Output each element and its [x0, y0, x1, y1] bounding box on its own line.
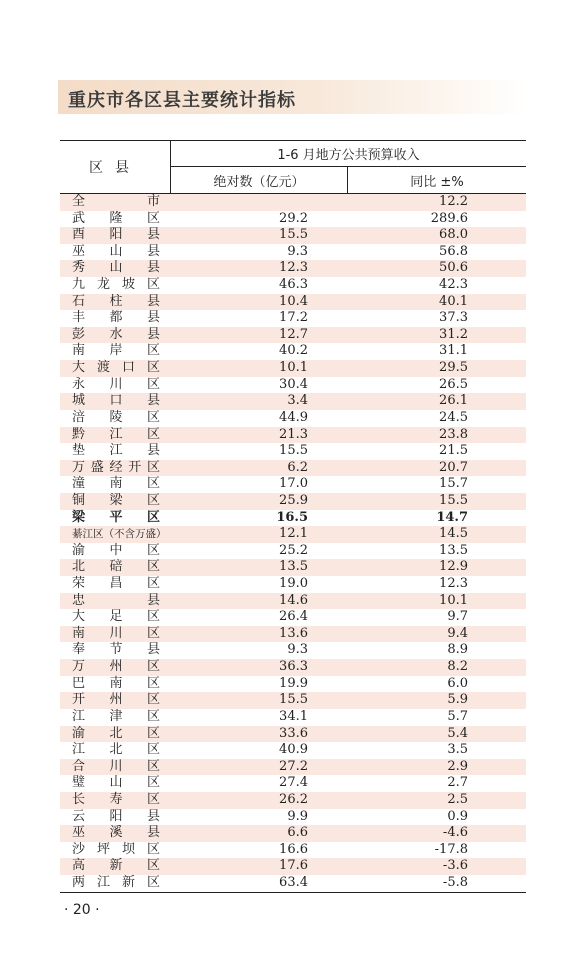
absolute-value: 27.2 — [279, 758, 308, 774]
absolute-value: 12.7 — [279, 326, 308, 342]
table-row — [60, 659, 526, 676]
district-name: 丰 都 县 — [72, 310, 160, 326]
table-row — [60, 792, 526, 809]
absolute-value: 21.3 — [279, 426, 308, 442]
district-name: 开 州 区 — [72, 692, 160, 708]
absolute-value: 17.0 — [279, 476, 308, 492]
district-name: 全 市 — [72, 194, 160, 209]
district-name: 武 隆 区 — [72, 210, 160, 226]
district-name: 璧 山 区 — [72, 775, 160, 791]
yoy-value: 29.5 — [439, 360, 468, 376]
table-row — [60, 360, 526, 377]
absolute-value: 25.9 — [279, 492, 308, 508]
absolute-value: 13.5 — [279, 559, 308, 575]
table-row — [60, 526, 526, 543]
district-name: 垫 江 县 — [72, 443, 160, 459]
district-name: 万 盛 经 开 区 — [72, 459, 160, 475]
district-name: 江 津 区 — [72, 708, 160, 724]
yoy-value: 6.0 — [447, 675, 468, 691]
table-row — [60, 227, 526, 244]
district-name: 渝 中 区 — [72, 542, 160, 558]
yoy-value: 8.2 — [447, 659, 468, 675]
table-row — [60, 543, 526, 560]
absolute-value: 30.4 — [279, 376, 308, 392]
absolute-value: 16.6 — [279, 841, 308, 857]
yoy-value: 14.7 — [436, 509, 468, 525]
yoy-value: 56.8 — [439, 243, 468, 259]
yoy-value: 26.5 — [439, 376, 468, 392]
absolute-value: 19.0 — [279, 576, 308, 592]
yoy-value: 31.1 — [439, 343, 468, 359]
yoy-value: 23.8 — [439, 426, 468, 442]
yoy-value: 20.7 — [439, 459, 468, 475]
absolute-value: 33.6 — [279, 725, 308, 741]
table-row — [60, 809, 526, 826]
absolute-value: 12.1 — [279, 526, 308, 542]
district-name: 彭 水 县 — [72, 326, 160, 342]
yoy-value: -4.6 — [442, 825, 468, 841]
yoy-value: 0.9 — [447, 808, 468, 824]
table-row — [60, 775, 526, 792]
district-name: 长 寿 区 — [72, 791, 160, 807]
table-row — [60, 759, 526, 776]
yoy-value: 2.5 — [447, 791, 468, 807]
district-name: 綦江区（不含万盛） — [72, 528, 167, 541]
absolute-value: 10.1 — [279, 360, 308, 376]
district-name: 永 川 区 — [72, 376, 160, 392]
absolute-value: 12.3 — [279, 260, 308, 276]
district-name: 两 江 新 区 — [72, 874, 160, 890]
district-name: 酉 阳 县 — [72, 227, 160, 243]
yoy-value: 2.7 — [447, 775, 468, 791]
district-name: 江 北 区 — [72, 742, 160, 758]
absolute-value: 29.2 — [279, 210, 308, 226]
yoy-value: 68.0 — [439, 227, 468, 243]
district-name: 巫 山 县 — [72, 243, 160, 259]
district-name: 巴 南 区 — [72, 675, 160, 691]
absolute-value: 26.4 — [279, 609, 308, 625]
absolute-value: 17.2 — [279, 310, 308, 326]
absolute-value: 34.1 — [279, 708, 308, 724]
district-name: 南 岸 区 — [72, 343, 160, 359]
stats-table — [60, 140, 526, 893]
table-row — [60, 476, 526, 493]
table-row — [60, 194, 526, 211]
table-row — [60, 244, 526, 261]
yoy-value: 24.5 — [439, 409, 468, 425]
yoy-value: -3.6 — [442, 858, 468, 874]
absolute-value: 44.9 — [279, 409, 308, 425]
district-name: 城 口 县 — [72, 393, 160, 409]
district-name: 渝 北 区 — [72, 725, 160, 741]
table-row — [60, 327, 526, 344]
yoy-value: 42.3 — [439, 277, 468, 293]
absolute-value: 15.5 — [279, 692, 308, 708]
yoy-value: 26.1 — [439, 393, 468, 409]
absolute-value: 9.9 — [287, 808, 308, 824]
absolute-value: 13.6 — [279, 625, 308, 641]
table-row — [60, 576, 526, 593]
yoy-value: 12.9 — [439, 559, 468, 575]
table-row — [60, 726, 526, 743]
table-row — [60, 609, 526, 626]
district-name: 九 龙 坡 区 — [72, 277, 160, 293]
table-row — [60, 858, 526, 875]
absolute-value: 25.2 — [279, 542, 308, 558]
yoy-value: 15.5 — [439, 492, 468, 508]
district-name: 高 新 区 — [72, 858, 160, 874]
absolute-value: 36.3 — [279, 659, 308, 675]
yoy-value: 15.7 — [439, 476, 468, 492]
district-name: 秀 山 县 — [72, 260, 160, 276]
table-row — [60, 427, 526, 444]
district-name: 石 柱 县 — [72, 293, 160, 309]
district-name: 忠 县 — [72, 592, 160, 608]
absolute-value: 6.6 — [287, 825, 308, 841]
yoy-value: 13.5 — [439, 542, 468, 558]
header-budget-revenue: 1-6 月地方公共预算收入 — [171, 141, 526, 167]
table-row — [60, 676, 526, 693]
yoy-value: 5.4 — [447, 725, 468, 741]
district-name: 奉 节 县 — [72, 642, 160, 658]
table-row — [60, 493, 526, 510]
yoy-value: 8.9 — [447, 642, 468, 658]
absolute-value: 15.5 — [279, 227, 308, 243]
district-name: 巫 溪 县 — [72, 825, 160, 841]
absolute-value: 17.6 — [279, 858, 308, 874]
page-number: · 20 · — [64, 902, 100, 918]
table-row — [60, 294, 526, 311]
district-name: 荣 昌 区 — [72, 576, 160, 592]
district-name: 铜 梁 区 — [72, 492, 160, 508]
absolute-value: 40.9 — [279, 742, 308, 758]
yoy-value: 289.6 — [430, 210, 468, 226]
header-yoy: 同比 ±% — [410, 174, 464, 190]
table-row — [60, 692, 526, 709]
yoy-value: 50.6 — [439, 260, 468, 276]
absolute-value: 15.5 — [279, 443, 308, 459]
table-row — [60, 343, 526, 360]
absolute-value: 46.3 — [279, 277, 308, 293]
yoy-value: -17.8 — [434, 841, 468, 857]
district-name: 沙 坪 坝 区 — [72, 841, 160, 857]
yoy-value: 3.5 — [447, 742, 468, 758]
yoy-value: 2.9 — [447, 758, 468, 774]
absolute-value: 9.3 — [287, 243, 308, 259]
yoy-value: 40.1 — [439, 293, 468, 309]
absolute-value: 27.4 — [279, 775, 308, 791]
table-row — [60, 443, 526, 460]
yoy-value: 5.7 — [447, 708, 468, 724]
table-row — [60, 825, 526, 842]
district-name: 万 州 区 — [72, 659, 160, 675]
table-row — [60, 260, 526, 277]
district-name: 潼 南 区 — [72, 476, 160, 492]
header-district: 区县 — [60, 141, 171, 193]
district-name: 南 川 区 — [72, 625, 160, 641]
absolute-value: 40.2 — [279, 343, 308, 359]
absolute-value: 19.9 — [279, 675, 308, 691]
table-row — [60, 842, 526, 859]
table-row — [60, 211, 526, 228]
yoy-value: 5.9 — [447, 692, 468, 708]
absolute-value: 26.2 — [279, 791, 308, 807]
table-row — [60, 310, 526, 327]
table-row — [60, 460, 526, 477]
district-name: 北 碚 区 — [72, 559, 160, 575]
table-header — [60, 140, 526, 194]
yoy-value: 9.7 — [447, 609, 468, 625]
absolute-value: 14.6 — [279, 592, 308, 608]
absolute-value: 3.4 — [287, 393, 308, 409]
district-name: 大 渡 口 区 — [72, 360, 160, 376]
page-title: 重庆市各区县主要统计指标 — [68, 90, 296, 111]
yoy-value: 31.2 — [439, 326, 468, 342]
absolute-value: 9.3 — [287, 642, 308, 658]
yoy-value: 10.1 — [439, 592, 468, 608]
table-row — [60, 377, 526, 394]
yoy-value: -5.8 — [442, 874, 468, 890]
table-row — [60, 642, 526, 659]
yoy-value: 9.4 — [447, 625, 468, 641]
district-name: 黔 江 区 — [72, 426, 160, 442]
table-row — [60, 742, 526, 759]
yoy-value: 21.5 — [439, 443, 468, 459]
district-name: 梁 平 区 — [72, 509, 160, 525]
absolute-value: 10.4 — [279, 293, 308, 309]
yoy-value: 12.3 — [439, 576, 468, 592]
table-row — [60, 559, 526, 576]
table-row — [60, 393, 526, 410]
absolute-value: 6.2 — [287, 459, 308, 475]
table-row — [60, 593, 526, 610]
district-name: 合 川 区 — [72, 758, 160, 774]
table-row — [60, 277, 526, 294]
district-name: 云 阳 县 — [72, 808, 160, 824]
table-row — [60, 875, 526, 892]
yoy-value: 14.5 — [439, 526, 468, 542]
district-name: 涪 陵 区 — [72, 409, 160, 425]
yoy-value: 37.3 — [439, 310, 468, 326]
district-name: 大 足 区 — [72, 609, 160, 625]
table-body — [60, 194, 526, 893]
absolute-value: 63.4 — [279, 874, 308, 890]
table-row — [60, 410, 526, 427]
absolute-value: 16.5 — [276, 509, 308, 525]
yoy-value: 12.2 — [439, 194, 468, 209]
table-row — [60, 626, 526, 643]
table-row — [60, 709, 526, 726]
table-row — [60, 510, 526, 527]
header-absolute: 绝对数（亿元） — [171, 167, 348, 193]
